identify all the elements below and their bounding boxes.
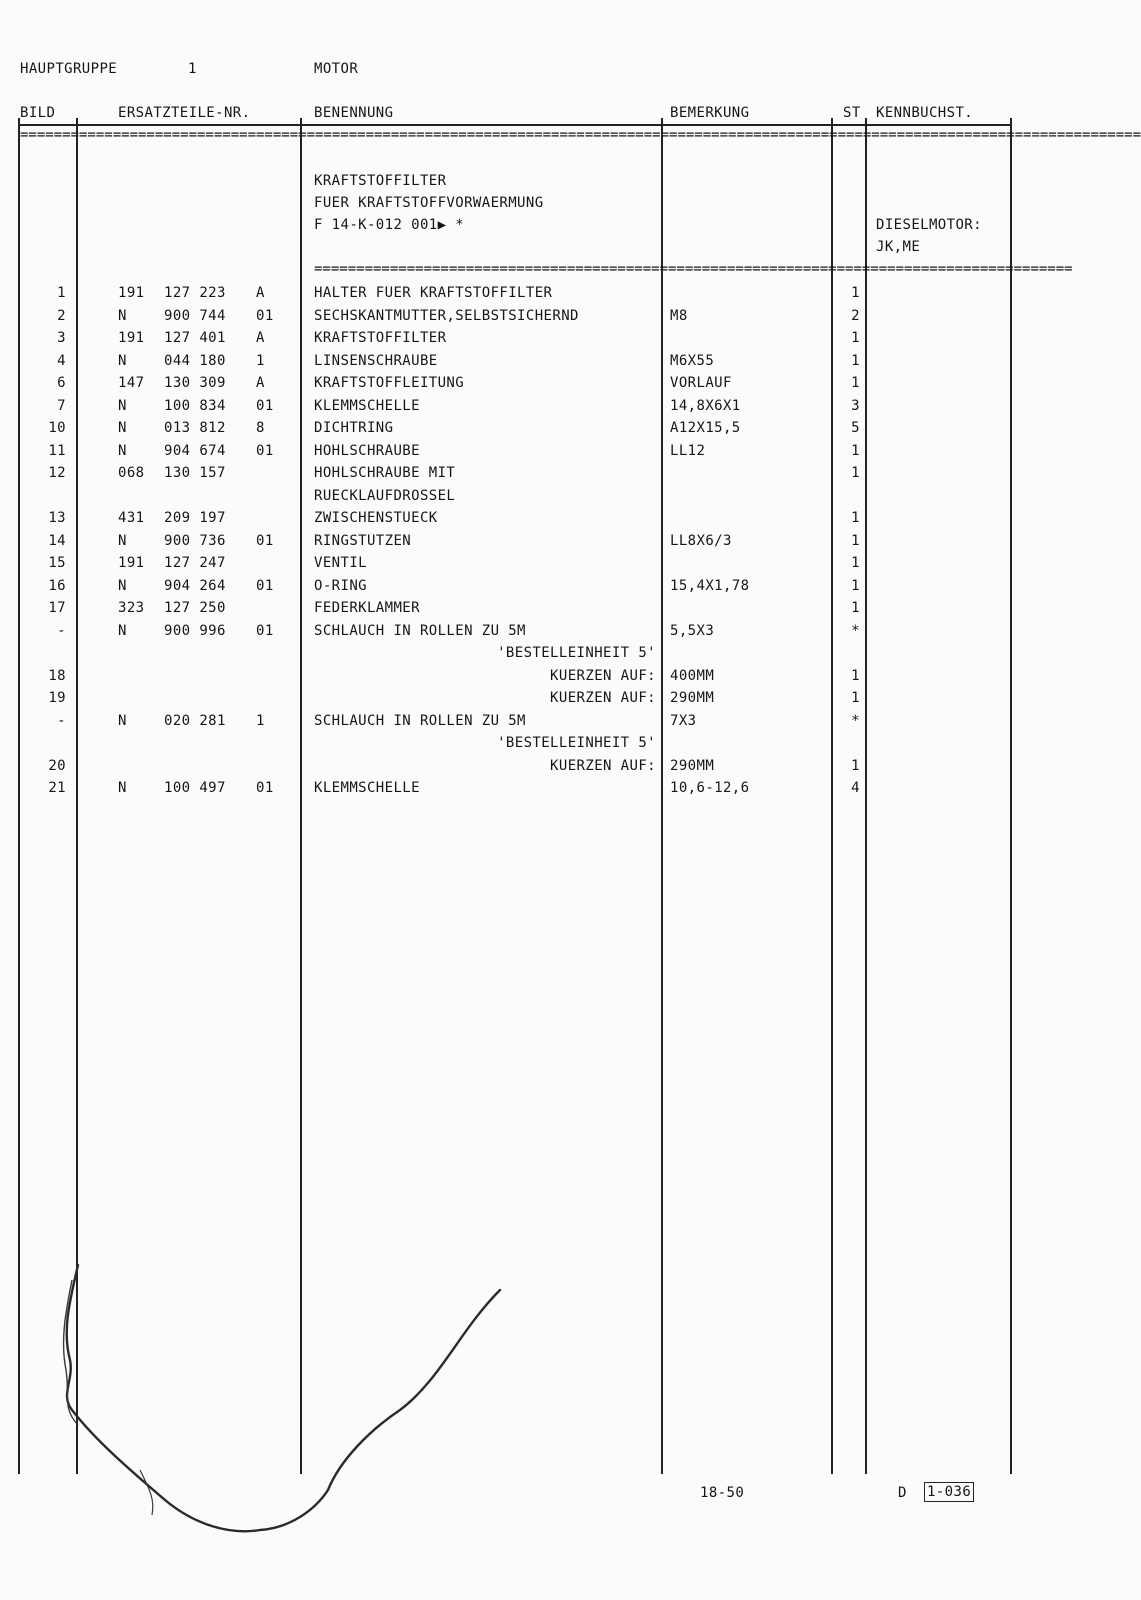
st-cell: 1 xyxy=(851,353,860,369)
section-title-line2: FUER KRAFTSTOFFVORWAERMUNG xyxy=(314,195,544,211)
bemerkung-cell: M6X55 xyxy=(670,353,715,369)
part-prefix-cell: N xyxy=(118,578,127,594)
part-number-cell: 100 497 xyxy=(164,780,226,796)
part-number-cell: 904 674 xyxy=(164,443,226,459)
st-cell: 1 xyxy=(851,578,860,594)
bild-cell: 15 xyxy=(48,555,66,571)
part-prefix-cell: N xyxy=(118,353,127,369)
footer-country: D xyxy=(898,1485,907,1501)
bild-cell: 16 xyxy=(48,578,66,594)
st-cell: 4 xyxy=(851,780,860,796)
part-number-cell: 127 401 xyxy=(164,330,226,346)
benennung-cell: SCHLAUCH IN ROLLEN ZU 5M xyxy=(314,713,526,729)
bemerkung-cell: 15,4X1,78 xyxy=(670,578,750,594)
part-suffix-cell: 01 xyxy=(256,308,274,324)
bemerkung-cell: 5,5X3 xyxy=(670,623,715,639)
benennung-cell: KLEMMSCHELLE xyxy=(314,398,420,414)
benennung-cell: RUECKLAUFDROSSEL xyxy=(314,488,456,504)
footer-page-code: 18-50 xyxy=(700,1485,745,1501)
col-divider-bemerkung xyxy=(831,118,833,1474)
st-cell: 1 xyxy=(851,533,860,549)
bild-cell: - xyxy=(57,713,66,729)
benennung-cell: 'BESTELLEINHEIT 5' xyxy=(497,735,656,751)
col-bild: BILD xyxy=(20,105,56,121)
st-cell: 2 xyxy=(851,308,860,324)
part-number-cell: 127 250 xyxy=(164,600,226,616)
bild-cell: 19 xyxy=(48,690,66,706)
group-title: MOTOR xyxy=(314,61,359,77)
part-number-cell: 900 736 xyxy=(164,533,226,549)
st-cell: 1 xyxy=(851,285,860,301)
bemerkung-cell: LL8X6/3 xyxy=(670,533,732,549)
hauptgruppe-number: 1 xyxy=(188,61,197,77)
bemerkung-cell: A12X15,5 xyxy=(670,420,741,436)
part-number-cell: 900 744 xyxy=(164,308,226,324)
benennung-cell: KLEMMSCHELLE xyxy=(314,780,420,796)
bild-cell: 2 xyxy=(57,308,66,324)
bemerkung-cell: 400MM xyxy=(670,668,715,684)
benennung-cell: HALTER FUER KRAFTSTOFFILTER xyxy=(314,285,553,301)
bemerkung-cell: M8 xyxy=(670,308,688,324)
st-cell: * xyxy=(851,713,860,729)
benennung-cell: LINSENSCHRAUBE xyxy=(314,353,438,369)
part-suffix-cell: A xyxy=(256,330,265,346)
col-bemerkung: BEMERKUNG xyxy=(670,105,750,121)
benennung-cell: ZWISCHENSTUECK xyxy=(314,510,438,526)
double-rule-top: ===================================================================================================================================== xyxy=(20,127,1141,143)
part-suffix-cell: 01 xyxy=(256,398,274,414)
benennung-cell: KRAFTSTOFFILTER xyxy=(314,330,447,346)
part-number-cell: 100 834 xyxy=(164,398,226,414)
part-prefix-cell: 323 xyxy=(118,600,145,616)
part-prefix-cell: N xyxy=(118,713,127,729)
st-cell: 5 xyxy=(851,420,860,436)
col-divider-left xyxy=(18,118,20,1474)
part-prefix-cell: 191 xyxy=(118,555,145,571)
bild-cell: 14 xyxy=(48,533,66,549)
benennung-cell: HOHLSCHRAUBE MIT xyxy=(314,465,456,481)
bild-cell: 10 xyxy=(48,420,66,436)
benennung-cell: KUERZEN AUF: xyxy=(550,758,656,774)
part-suffix-cell: 01 xyxy=(256,623,274,639)
section-title-line3: F 14-K-012 001▶ * xyxy=(314,217,465,233)
bild-cell: 3 xyxy=(57,330,66,346)
col-benennung: BENENNUNG xyxy=(314,105,394,121)
bild-cell: 18 xyxy=(48,668,66,684)
part-number-cell: 127 223 xyxy=(164,285,226,301)
part-number-cell: 013 812 xyxy=(164,420,226,436)
part-prefix-cell: 068 xyxy=(118,465,145,481)
col-divider-right xyxy=(1010,118,1012,1474)
col-divider-ersatzteile xyxy=(300,118,302,1474)
col-ersatzteile: ERSATZTEILE-NR. xyxy=(118,105,251,121)
benennung-cell: RINGSTUTZEN xyxy=(314,533,412,549)
part-suffix-cell: A xyxy=(256,375,265,391)
part-prefix-cell: N xyxy=(118,443,127,459)
bild-cell: 21 xyxy=(48,780,66,796)
part-number-cell: 044 180 xyxy=(164,353,226,369)
bemerkung-cell: LL12 xyxy=(670,443,706,459)
st-cell: * xyxy=(851,623,860,639)
part-prefix-cell: N xyxy=(118,420,127,436)
col-divider-st xyxy=(865,118,867,1474)
part-prefix-cell: N xyxy=(118,308,127,324)
col-divider-bild xyxy=(76,118,78,1474)
kenn-line2: JK,ME xyxy=(876,239,921,255)
part-suffix-cell: 01 xyxy=(256,443,274,459)
part-suffix-cell: 1 xyxy=(256,713,265,729)
st-cell: 3 xyxy=(851,398,860,414)
bemerkung-cell: 14,8X6X1 xyxy=(670,398,741,414)
part-suffix-cell: 1 xyxy=(256,353,265,369)
part-suffix-cell: A xyxy=(256,285,265,301)
st-cell: 1 xyxy=(851,555,860,571)
double-rule-section: ========================================================================================== xyxy=(314,261,1073,277)
bemerkung-cell: 10,6-12,6 xyxy=(670,780,750,796)
part-prefix-cell: 147 xyxy=(118,375,145,391)
col-kennbuchst: KENNBUCHST. xyxy=(876,105,974,121)
bild-cell: 20 xyxy=(48,758,66,774)
benennung-cell: 'BESTELLEINHEIT 5' xyxy=(497,645,656,661)
col-divider-benennung xyxy=(661,118,663,1474)
st-cell: 1 xyxy=(851,668,860,684)
part-suffix-cell: 8 xyxy=(256,420,265,436)
benennung-cell: DICHTRING xyxy=(314,420,394,436)
st-cell: 1 xyxy=(851,375,860,391)
benennung-cell: KRAFTSTOFFLEITUNG xyxy=(314,375,465,391)
hauptgruppe-label: HAUPTGRUPPE xyxy=(20,61,118,77)
bild-cell: 6 xyxy=(57,375,66,391)
part-number-cell: 900 996 xyxy=(164,623,226,639)
benennung-cell: SECHSKANTMUTTER,SELBSTSICHERND xyxy=(314,308,579,324)
part-prefix-cell: N xyxy=(118,533,127,549)
bild-cell: 11 xyxy=(48,443,66,459)
part-suffix-cell: 01 xyxy=(256,578,274,594)
footer-sheet-number: 1-036 xyxy=(924,1482,974,1502)
bemerkung-cell: 290MM xyxy=(670,758,715,774)
bild-cell: 1 xyxy=(57,285,66,301)
benennung-cell: KUERZEN AUF: xyxy=(550,690,656,706)
benennung-cell: O-RING xyxy=(314,578,367,594)
part-suffix-cell: 01 xyxy=(256,780,274,796)
st-cell: 1 xyxy=(851,758,860,774)
kenn-line1: DIESELMOTOR: xyxy=(876,217,982,233)
bild-cell: 12 xyxy=(48,465,66,481)
part-number-cell: 127 247 xyxy=(164,555,226,571)
col-st: ST xyxy=(843,105,861,121)
part-prefix-cell: N xyxy=(118,623,127,639)
part-number-cell: 209 197 xyxy=(164,510,226,526)
part-prefix-cell: 431 xyxy=(118,510,145,526)
st-cell: 1 xyxy=(851,600,860,616)
bild-cell: - xyxy=(57,623,66,639)
st-cell: 1 xyxy=(851,443,860,459)
st-cell: 1 xyxy=(851,465,860,481)
part-suffix-cell: 01 xyxy=(256,533,274,549)
part-prefix-cell: 191 xyxy=(118,285,145,301)
st-cell: 1 xyxy=(851,690,860,706)
part-prefix-cell: N xyxy=(118,398,127,414)
part-number-cell: 130 157 xyxy=(164,465,226,481)
benennung-cell: KUERZEN AUF: xyxy=(550,668,656,684)
part-prefix-cell: N xyxy=(118,780,127,796)
benennung-cell: HOHLSCHRAUBE xyxy=(314,443,420,459)
st-cell: 1 xyxy=(851,510,860,526)
bild-cell: 4 xyxy=(57,353,66,369)
part-number-cell: 130 309 xyxy=(164,375,226,391)
header-rule xyxy=(18,124,1012,126)
section-title-line1: KRAFTSTOFFILTER xyxy=(314,173,447,189)
bild-cell: 7 xyxy=(57,398,66,414)
bild-cell: 13 xyxy=(48,510,66,526)
benennung-cell: VENTIL xyxy=(314,555,367,571)
st-cell: 1 xyxy=(851,330,860,346)
part-prefix-cell: 191 xyxy=(118,330,145,346)
bild-cell: 17 xyxy=(48,600,66,616)
bemerkung-cell: 290MM xyxy=(670,690,715,706)
bemerkung-cell: 7X3 xyxy=(670,713,697,729)
part-number-cell: 904 264 xyxy=(164,578,226,594)
benennung-cell: FEDERKLAMMER xyxy=(314,600,420,616)
benennung-cell: SCHLAUCH IN ROLLEN ZU 5M xyxy=(314,623,526,639)
bemerkung-cell: VORLAUF xyxy=(670,375,732,391)
part-number-cell: 020 281 xyxy=(164,713,226,729)
